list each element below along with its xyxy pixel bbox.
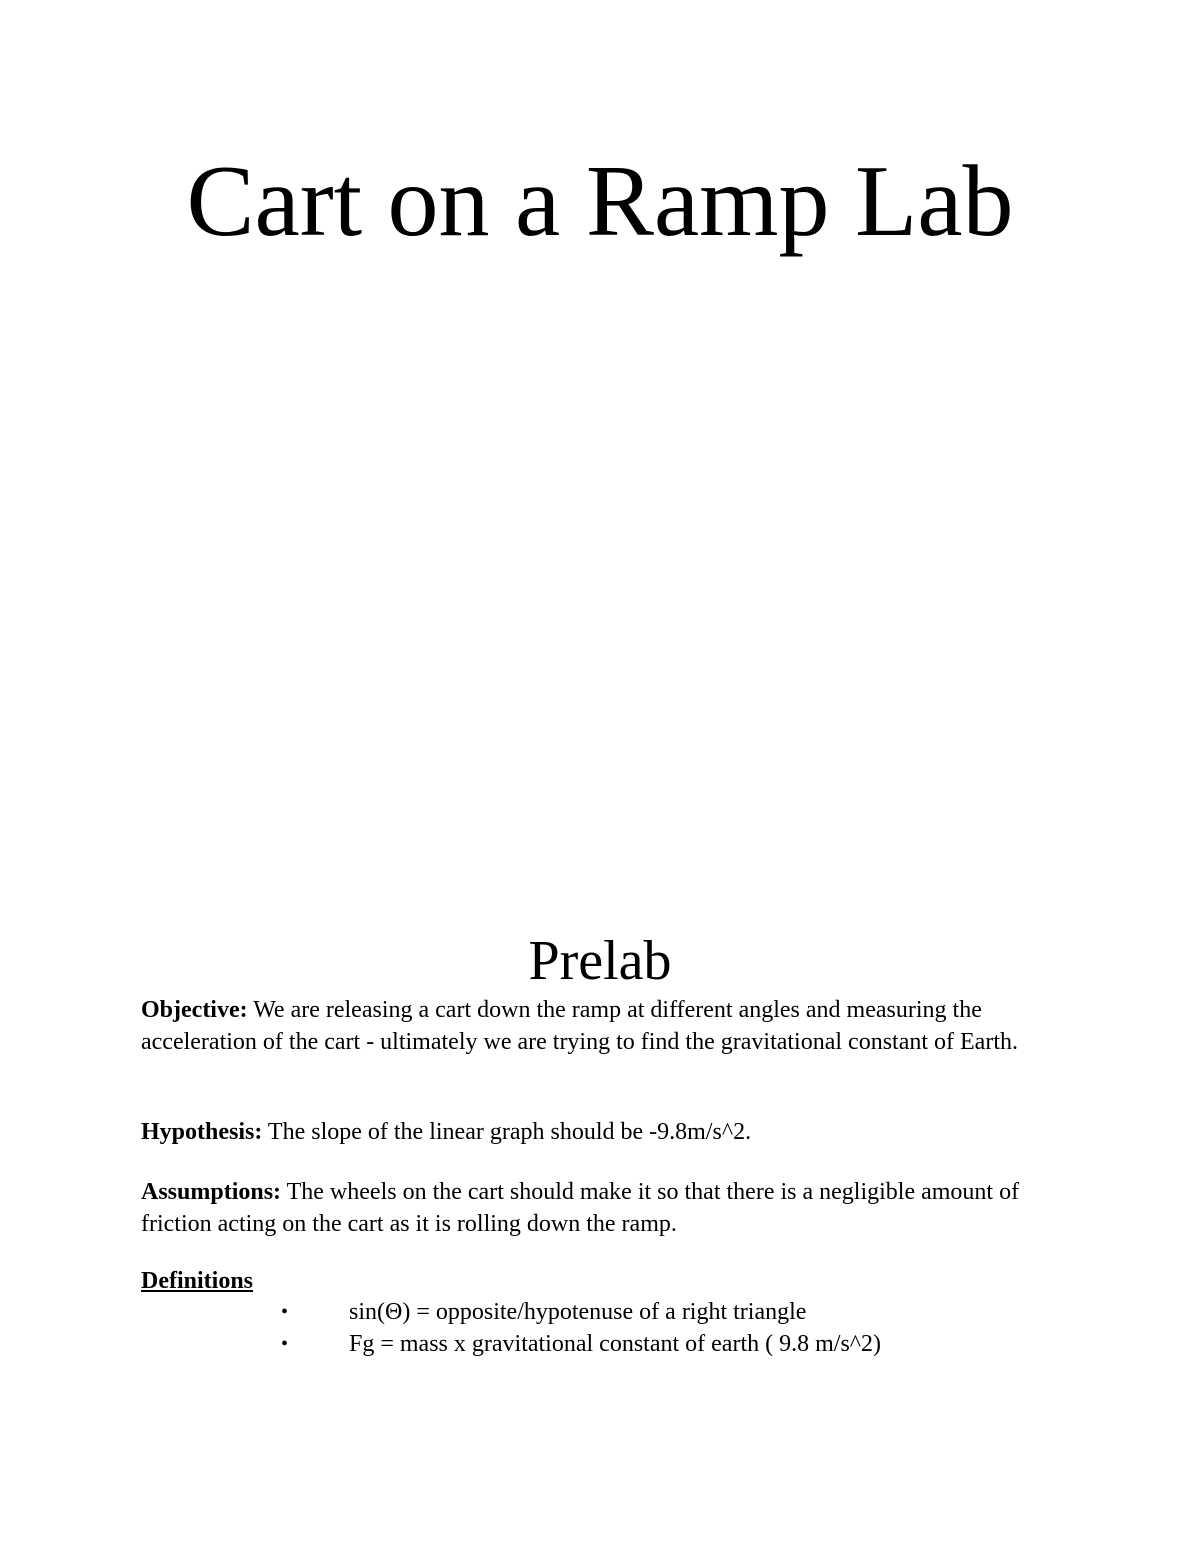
objective-label: Objective: [141, 997, 248, 1023]
section-title-prelab: Prelab [528, 930, 672, 992]
definitions-heading: Definitions [141, 1268, 254, 1294]
assumptions-text: The wheels on the cart should make it so that there is a negligible amount of friction acting on the cart as it is rolling down the ramp. [141, 1179, 1020, 1237]
hypothesis-text: The slope of the linear graph should be -9.8m/s^2. [262, 1119, 752, 1145]
hypothesis-label: Hypothesis: [141, 1119, 263, 1145]
definitions-list [0, 1297, 1200, 1360]
document-title: Cart on a Ramp Lab [186, 145, 1014, 258]
hypothesis-paragraph [141, 1117, 1041, 1149]
definition-sine: sin(Θ) = opposite/hypotenuse of a right triangle [349, 1299, 807, 1325]
bullet-icon: • [281, 1332, 289, 1355]
definition-gravity-force: Fg = mass x gravitational constant of earth ( 9.8 m/s^2) [349, 1330, 882, 1357]
assumptions-label: Assumptions: [141, 1179, 282, 1205]
assumptions-paragraph [141, 1177, 1041, 1240]
definition-item [0, 1329, 1200, 1361]
definition-item [0, 1297, 1200, 1329]
objective-paragraph [141, 995, 1041, 1058]
bullet-icon: • [281, 1301, 289, 1323]
objective-text: We are releasing a cart down the ramp at different angles and measuring the acceleration of the cart - ultimately we are trying to find the gravitational constant of Earth. [141, 997, 1018, 1055]
